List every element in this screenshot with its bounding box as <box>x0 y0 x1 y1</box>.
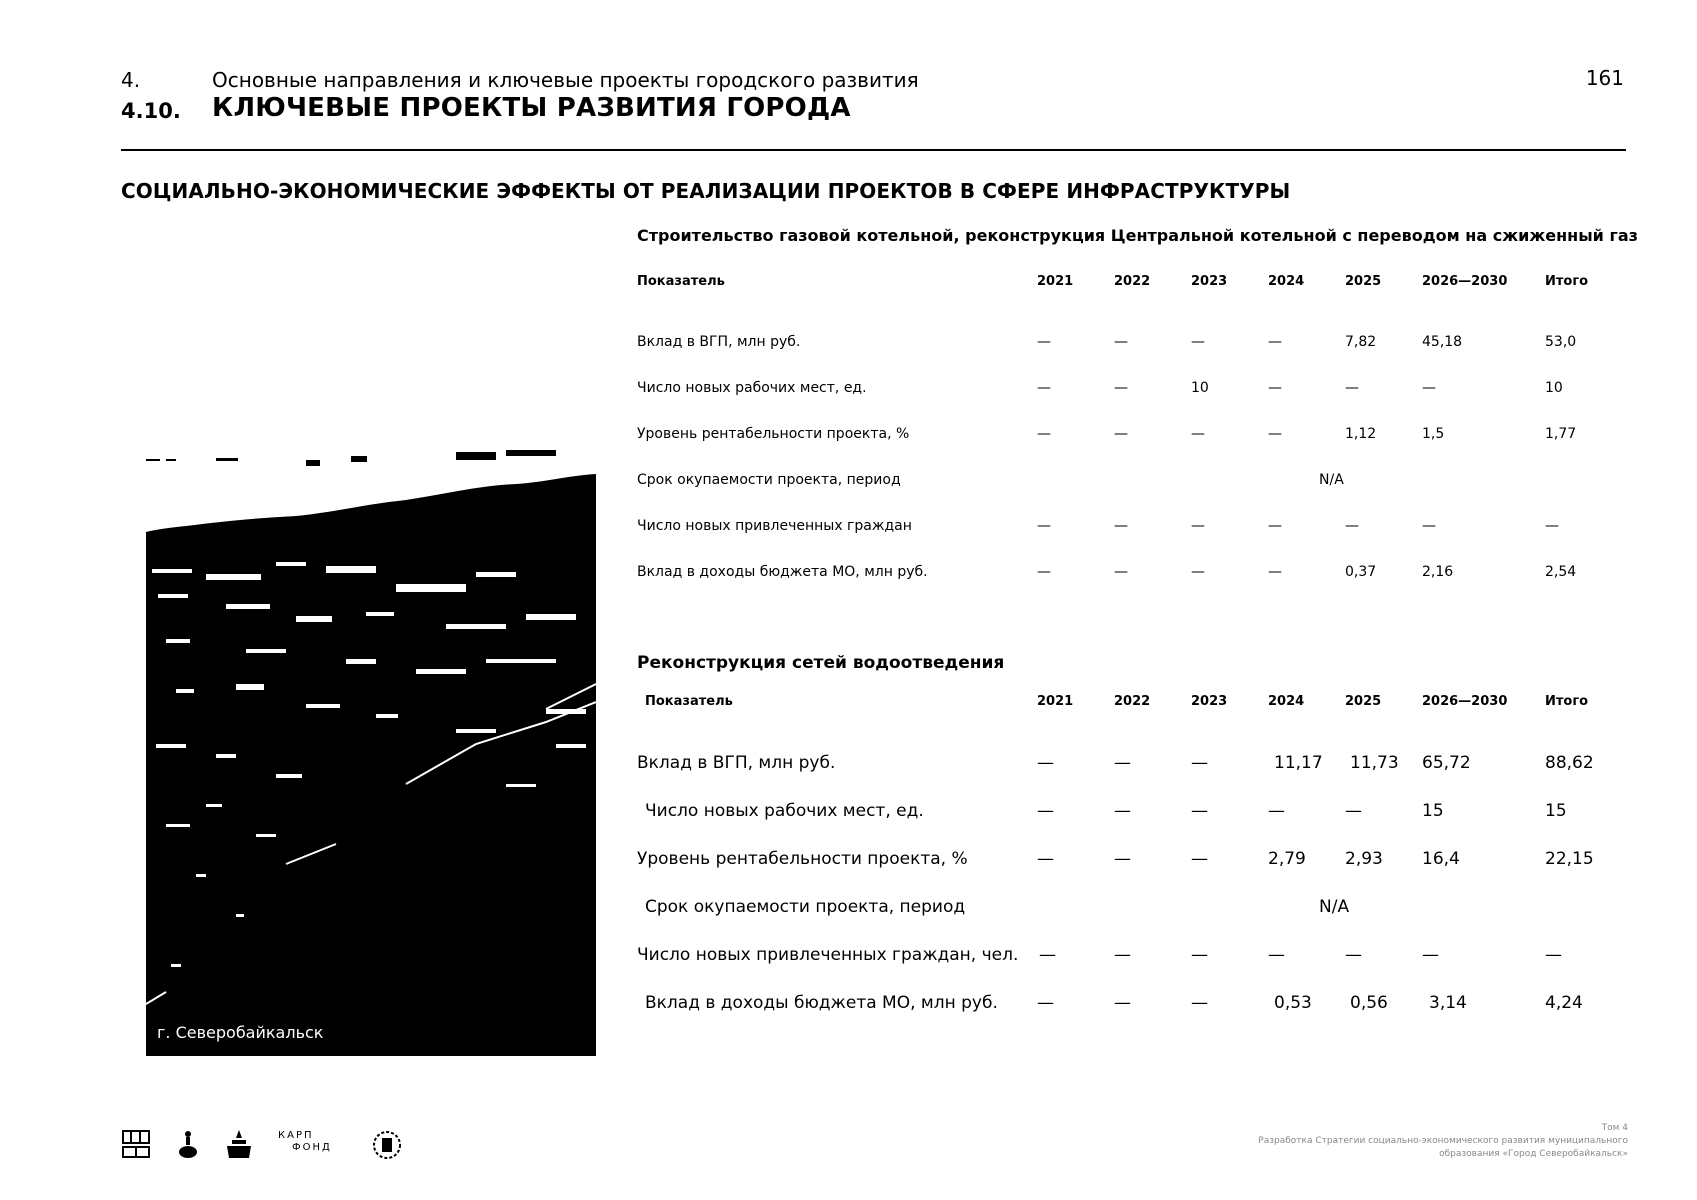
table-cell: — <box>1037 380 1051 396</box>
column-header: 2025 <box>1345 694 1382 709</box>
column-header: 2024 <box>1268 694 1305 709</box>
column-header: Итого <box>1545 694 1589 709</box>
table-row <box>637 849 1637 871</box>
column-header: Показатель <box>645 694 733 709</box>
table-cell: — <box>1039 945 1056 965</box>
table-cell: 10 <box>1545 380 1563 396</box>
table-cell: 22,15 <box>1545 849 1594 869</box>
na-value: N/A <box>1319 897 1350 917</box>
table-cell: — <box>1268 518 1282 534</box>
row-label: Срок окупаемости проекта, период <box>645 897 966 917</box>
table-cell: — <box>1037 334 1051 350</box>
table-cell: — <box>1422 945 1439 965</box>
column-header: 2021 <box>1037 694 1074 709</box>
table-cell: — <box>1345 801 1362 821</box>
table-cell: — <box>1037 849 1054 869</box>
partner-logos <box>121 1128 421 1168</box>
table-cell: 7,82 <box>1345 334 1377 350</box>
table-cell: 2,16 <box>1422 564 1454 580</box>
table-cell: — <box>1191 801 1208 821</box>
row-label: Вклад в доходы бюджета МО, млн руб. <box>637 564 928 580</box>
table-cell: 88,62 <box>1545 753 1594 773</box>
table-cell: — <box>1037 753 1054 773</box>
table-cell: — <box>1422 380 1436 396</box>
row-label: Число новых рабочих мест, ед. <box>637 380 867 396</box>
table-cell: — <box>1545 518 1559 534</box>
column-header: 2025 <box>1345 274 1382 289</box>
table2-title: Реконструкция сетей водоотведения <box>637 653 1005 673</box>
table-cell: — <box>1191 753 1208 773</box>
table-row <box>637 380 1637 402</box>
dom-rf-logo <box>121 1128 151 1160</box>
table1-title: Строительство газовой котельной, реконструкция Центральной котельной с переводом на сжиженный газ <box>637 226 1638 245</box>
na-value: N/A <box>1319 472 1344 488</box>
column-header: 2022 <box>1114 274 1151 289</box>
table-cell: — <box>1191 518 1205 534</box>
table-row <box>637 897 1637 919</box>
table-cell: — <box>1114 334 1128 350</box>
footnote: Том 4 Разработка Стратегии социально-экономического развития муниципального образования «Город Северобайкальск» <box>1258 1123 1628 1159</box>
table-row <box>637 993 1637 1015</box>
row-label: Срок окупаемости проекта, период <box>637 472 901 488</box>
table-cell: 0,53 <box>1274 993 1312 1013</box>
table-cell: 2,93 <box>1345 849 1383 869</box>
table-cell: 45,18 <box>1422 334 1463 350</box>
table-cell: — <box>1114 380 1128 396</box>
table-cell: 11,17 <box>1274 753 1323 773</box>
table-cell: 1,77 <box>1545 426 1577 442</box>
table-cell: — <box>1268 380 1282 396</box>
table-cell: — <box>1114 564 1128 580</box>
table-cell: — <box>1268 564 1282 580</box>
table-cell: 3,14 <box>1429 993 1467 1013</box>
table-row <box>637 334 1637 356</box>
table-cell: 0,56 <box>1350 993 1388 1013</box>
table-cell: — <box>1037 993 1054 1013</box>
emblem-icon <box>176 1128 200 1162</box>
table-cell: 65,72 <box>1422 753 1471 773</box>
row-label: Вклад в ВГП, млн руб. <box>637 753 836 773</box>
table-cell: — <box>1037 426 1051 442</box>
table-cell: — <box>1114 518 1128 534</box>
table-cell: — <box>1037 564 1051 580</box>
table-cell: — <box>1114 945 1131 965</box>
chapter-number: 4. <box>121 68 141 92</box>
table-row <box>637 945 1637 967</box>
table-cell: — <box>1268 801 1285 821</box>
table-cell: 15 <box>1422 801 1444 821</box>
table-cell: 1,5 <box>1422 426 1445 442</box>
column-header: 2024 <box>1268 274 1305 289</box>
table-cell: 0,37 <box>1345 564 1377 580</box>
column-header: 2023 <box>1191 694 1228 709</box>
karp-fond-logo: КАРП ФОНД <box>278 1130 332 1153</box>
column-header: Показатель <box>637 274 725 289</box>
row-label: Уровень рентабельности проекта, % <box>637 849 968 869</box>
table-cell: 4,24 <box>1545 993 1583 1013</box>
table-cell: — <box>1191 945 1208 965</box>
column-header: 2023 <box>1191 274 1228 289</box>
table-cell: 2,54 <box>1545 564 1577 580</box>
table-cell: — <box>1191 564 1205 580</box>
table-cell: 16,4 <box>1422 849 1460 869</box>
table-row <box>637 564 1637 586</box>
city-photo <box>146 444 596 1056</box>
table-cell: — <box>1268 426 1282 442</box>
page-title: СОЦИАЛЬНО-ЭКОНОМИЧЕСКИЕ ЭФФЕКТЫ ОТ РЕАЛИЗАЦИИ ПРОЕКТОВ В СФЕРЕ ИНФРАСТРУКТУРЫ <box>121 179 1291 203</box>
row-label: Число новых привлеченных граждан <box>637 518 912 534</box>
table-cell: 11,73 <box>1350 753 1399 773</box>
column-header: 2026—2030 <box>1422 274 1508 289</box>
crown-emblem-icon <box>224 1128 254 1162</box>
header-divider <box>121 149 1626 151</box>
table1-header-row <box>637 274 1637 296</box>
table-cell: — <box>1191 849 1208 869</box>
chapter-title: Основные направления и ключевые проекты городского развития <box>212 68 919 92</box>
page-number: 161 <box>1585 66 1624 90</box>
table-cell: — <box>1345 945 1362 965</box>
table-cell: — <box>1114 849 1131 869</box>
table-cell: — <box>1545 945 1562 965</box>
row-label: Число новых привлеченных граждан, чел. <box>637 945 1019 965</box>
table-cell: — <box>1037 518 1051 534</box>
table-cell: — <box>1037 801 1054 821</box>
section-heading: КЛЮЧЕВЫЕ ПРОЕКТЫ РАЗВИТИЯ ГОРОДА <box>212 93 851 123</box>
table-row <box>637 753 1637 775</box>
city-photo-image <box>146 444 596 1056</box>
table-cell: — <box>1114 753 1131 773</box>
table-cell: 10 <box>1191 380 1209 396</box>
table-cell: 53,0 <box>1545 334 1577 350</box>
table-cell: — <box>1268 334 1282 350</box>
table-cell: — <box>1345 380 1359 396</box>
column-header: 2022 <box>1114 694 1151 709</box>
row-label: Вклад в ВГП, млн руб. <box>637 334 801 350</box>
table-cell: — <box>1191 993 1208 1013</box>
table-cell: — <box>1114 801 1131 821</box>
table-cell: 1,12 <box>1345 426 1377 442</box>
city-emblem-icon <box>370 1128 404 1162</box>
table2-header-row <box>637 694 1637 716</box>
table-cell: — <box>1114 426 1128 442</box>
table-cell: 2,79 <box>1268 849 1306 869</box>
table-cell: 15 <box>1545 801 1567 821</box>
table-cell: — <box>1422 518 1436 534</box>
table-row <box>637 426 1637 448</box>
table-row <box>637 801 1637 823</box>
table-row <box>637 472 1637 494</box>
row-label: Вклад в доходы бюджета МО, млн руб. <box>645 993 998 1013</box>
table-cell: — <box>1345 518 1359 534</box>
column-header: 2021 <box>1037 274 1074 289</box>
table-cell: — <box>1268 945 1285 965</box>
table-cell: — <box>1114 993 1131 1013</box>
table-cell: — <box>1191 426 1205 442</box>
column-header: 2026—2030 <box>1422 694 1508 709</box>
photo-caption: г. Северобайкальск <box>157 1023 324 1042</box>
section-number: 4.10. <box>121 99 181 123</box>
row-label: Уровень рентабельности проекта, % <box>637 426 910 442</box>
table-cell: — <box>1191 334 1205 350</box>
row-label: Число новых рабочих мест, ед. <box>645 801 924 821</box>
column-header: Итого <box>1545 274 1589 289</box>
table-row <box>637 518 1637 540</box>
